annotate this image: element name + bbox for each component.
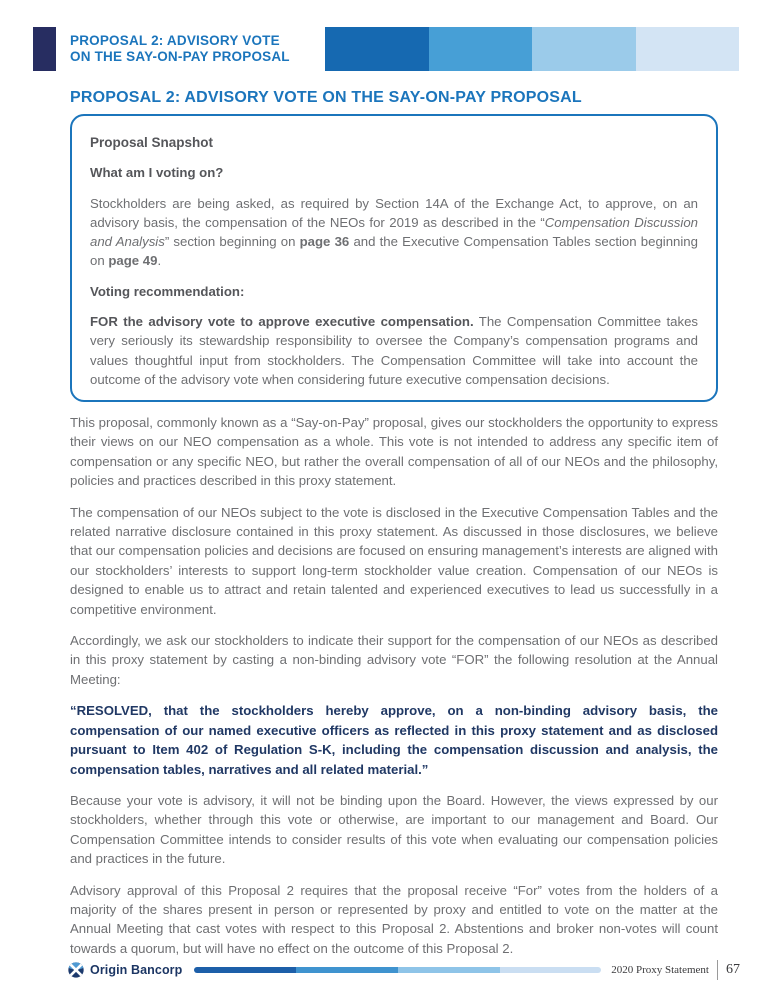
page-header-band (33, 27, 739, 71)
paragraph-approval-requirements: Advisory approval of this Proposal 2 requires that the proposal receive “For” votes from the holders of a majority of the shares present in person or represented by proxy and entitled to vote on the matter at the Annual Meeting that cast votes with respect to this Proposal 2. Abstentions and broker non-votes will count towards a quorum, but will have no effect on the outcome of this Proposal 2. (70, 882, 718, 956)
origin-bancorp-logo-icon (68, 962, 84, 978)
header-section-title (70, 27, 325, 71)
question-text-pre: Stockholders are being asked, as required by Section 14A of the Exchange Act, to approve, on an advisory basis, the compensation of the NEOs for 2019 as described in the “ (90, 195, 698, 230)
header-bar-segment-3 (532, 27, 636, 71)
header-navy-square (33, 27, 56, 71)
page-title: PROPOSAL 2: ADVISORY VOTE ON THE SAY-ON-PAY PROPOSAL (70, 89, 582, 106)
recommendation-bold-lead: FOR the advisory vote to approve executive compensation. (90, 314, 474, 330)
paragraph-say-on-pay-overview: This proposal, commonly known as a “Say-on-Pay” proposal, gives our stockholders the opportunity to express their views on our NEO compensation as a whole. This vote is not intended to address any specific item of compensation or any specific NEO, but rather the overall compensation of all of our NEOs and the philosophy, policies and practices described in this proxy statement. (70, 415, 718, 489)
paragraph-resolved-resolution: “RESOLVED, that the stockholders hereby approve, on a non-binding advisory basis, the compensation of our named executive officers as reflected in this proxy statement and as disclosed pursuant to Item 402 of Regulation S-K, including the compensation discussion and analysis, the compensation tables, narratives and all related material.” (70, 703, 718, 777)
header-bar-segment-1 (325, 27, 429, 71)
header-gradient-bar (325, 27, 739, 71)
footer-gradient-bar (194, 967, 601, 973)
footer-bar-segment-3 (398, 967, 500, 973)
footer-bar-segment-4 (500, 967, 602, 973)
proposal-snapshot-box (70, 114, 718, 402)
snapshot-recommendation-heading: Voting recommendation: (90, 283, 245, 299)
snapshot-heading: Proposal Snapshot (90, 135, 214, 150)
page-49-reference: page 49 (108, 253, 158, 269)
header-title-line2: ON THE SAY-ON-PAY PROPOSAL (70, 49, 290, 64)
question-text-italic: Compensation Discussion and Analysis (90, 214, 698, 250)
footer-bar-segment-2 (296, 967, 398, 973)
page-number: 67 (726, 962, 740, 977)
page-36-reference: page 36 (299, 234, 350, 250)
question-text-end: . (157, 253, 162, 269)
header-title-line1: PROPOSAL 2: ADVISORY VOTE (70, 33, 280, 48)
snapshot-recommendation-paragraph (90, 312, 698, 389)
origin-bancorp-logo-text: Origin Bancorp (90, 963, 183, 977)
header-bar-segment-4 (636, 27, 740, 71)
footer-bar-segment-1 (194, 967, 296, 973)
footer-statement-label: 2020 Proxy Statement (611, 964, 709, 976)
paragraph-compensation-disclosure: The compensation of our NEOs subject to the vote is disclosed in the Executive Compensation Tables and the related narrative disclosure contained in this proxy statement. As discussed in those disclosures, we believe that our compensation policies and decisions are focused on ensuring management’s interests are aligned with our stockholders’ interests to support long-term stockholder value creation. Compensation of our NEOs is designed to enable us to attract and retain talented and experienced executives to lead us successfully in a competitive environment. (70, 504, 718, 617)
paragraph-advisory-nature: Because your vote is advisory, it will not be binding upon the Board. However, the views expressed by our stockholders, whether through this vote or otherwise, are important to our management and Board. Our Compensation Committee intends to consider results of this vote when evaluating our compensation policies and practices in the future. (70, 792, 718, 867)
body-copy (70, 413, 718, 970)
snapshot-question-paragraph (90, 194, 698, 271)
snapshot-question-heading: What am I voting on? (90, 165, 224, 181)
question-text-mid2: and the Executive Compensation Tables section beginning on (90, 234, 698, 269)
paragraph-support-request: Accordingly, we ask our stockholders to indicate their support for the compensation of our NEOs as described in this proxy statement by casting a non-binding advisory vote “FOR” the following resolution at the Annual Meeting: (70, 633, 718, 687)
header-bar-segment-2 (429, 27, 533, 71)
page-footer (68, 959, 740, 981)
footer-divider (717, 960, 718, 980)
recommendation-body-text: The Compensation Committee takes very seriously its stewardship responsibility to oversee the Company’s compensation programs and values thoughtful input from stockholders. The Compensation Committee will take into account the outcome of the advisory vote when considering future executive compensation decisions. (90, 314, 698, 387)
question-text-mid: ” section beginning on (164, 234, 300, 250)
